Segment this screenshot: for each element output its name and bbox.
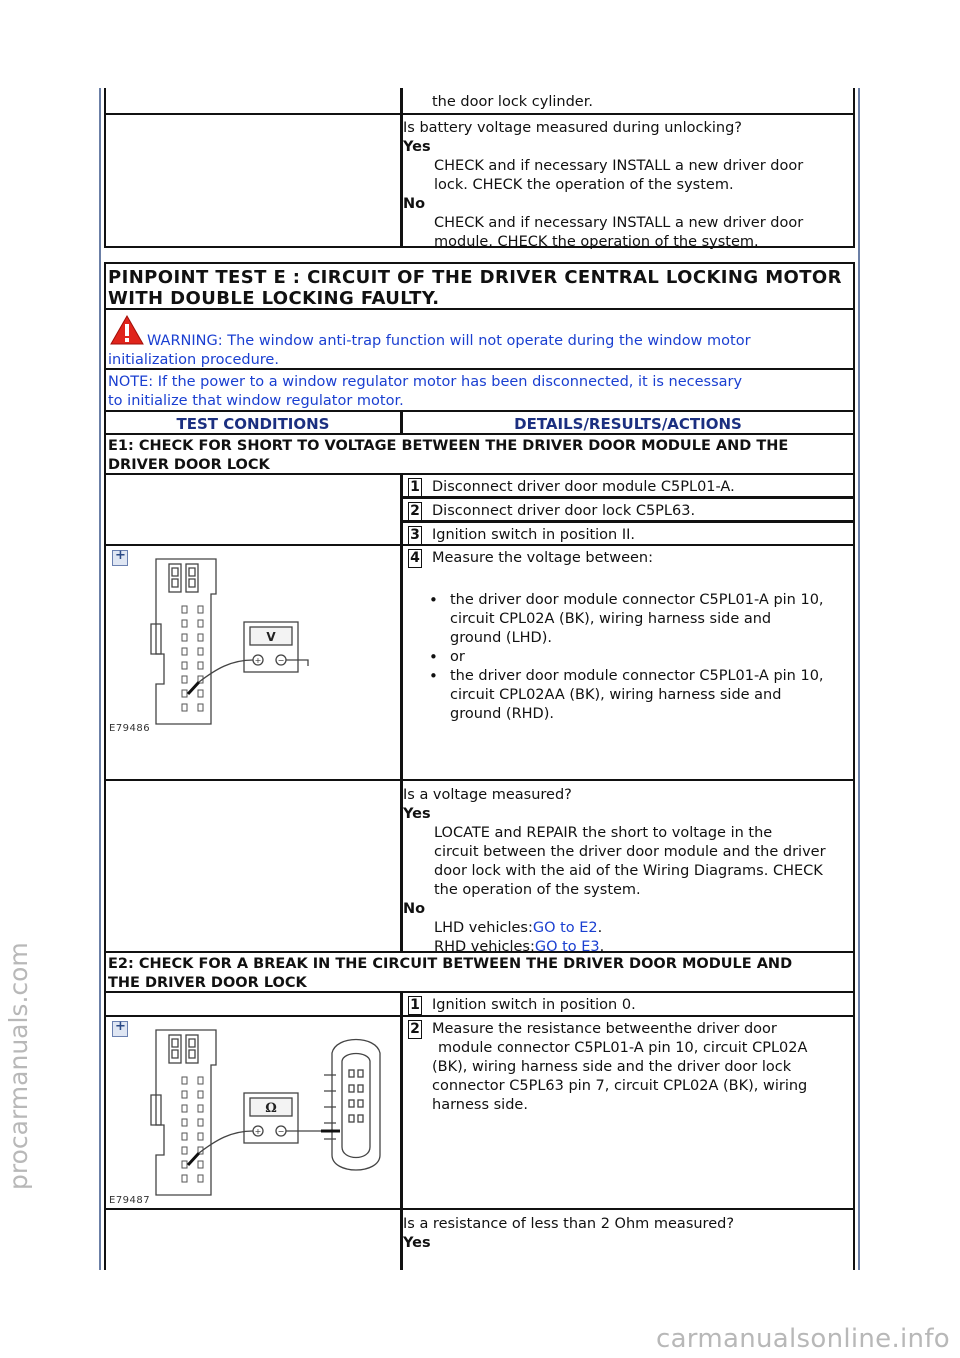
col-header-details-text: DETAILS/RESULTS/ACTIONS: [514, 415, 742, 433]
e2-question-right: [401, 1208, 855, 1270]
warning-text-2: initialization procedure.: [108, 352, 279, 368]
note-text-2: to initialize that window regulator motor.: [108, 393, 404, 409]
watermark-side: procarmanuals.com: [4, 942, 33, 1190]
e1-bullet-1-line-1: • the driver door module connector C5PL01-A pin 10,: [450, 592, 824, 608]
e1-figure-label: E79486: [109, 723, 151, 734]
e1-yes-line-1: LOCATE and REPAIR the short to voltage in the: [434, 825, 773, 841]
e1-rhd-text: RHD vehicles:: [434, 939, 535, 955]
watermark-footer: carmanualsonline.info: [655, 1324, 950, 1354]
e1-step-4-number: 4: [408, 549, 422, 568]
e2-step-2-number: 2: [408, 1020, 422, 1039]
e1-step-4-text: Measure the voltage between:: [432, 550, 654, 566]
e1-step-3-text: Ignition switch in position II.: [432, 527, 636, 543]
e1-go-to-e3-link[interactable]: GO to E3: [534, 939, 600, 955]
e1-question: Is a voltage measured?: [403, 787, 572, 803]
e2-title-1: E2: CHECK FOR A BREAK IN THE CIRCUIT BETWEEN THE DRIVER DOOR MODULE AND: [108, 956, 793, 972]
col-header-conditions-text: TEST CONDITIONS: [176, 415, 330, 433]
svg-text:+: +: [254, 1127, 262, 1136]
e1-step-4-cell: [401, 544, 855, 781]
unlock-left-cell: [104, 113, 402, 248]
page-border-left: [99, 88, 101, 1270]
e1-bullet-1-line-2: circuit CPL02A (BK), wiring harness side and: [450, 611, 772, 627]
e1-no-label: No: [403, 901, 426, 917]
col-header-conditions: [104, 410, 402, 435]
e1-lhd-text: LHD vehicles:: [434, 920, 533, 936]
unlock-yes-text-2: lock. CHECK the operation of the system.: [434, 177, 734, 193]
top-row-right-cell: [401, 88, 855, 115]
e1-bullet-2-line-1: • or: [450, 649, 465, 665]
svg-text:+: +: [254, 656, 262, 665]
e2-step-1-cell: [401, 991, 855, 1017]
e2-figure-label: E79487: [109, 1195, 151, 1206]
zoom-plus-icon[interactable]: [112, 550, 128, 566]
e1-bullet-3: [403, 667, 857, 724]
e2-step-2-line-2: (BK), wiring harness side and the driver door lock: [432, 1059, 792, 1075]
e1-step-2-number: 2: [408, 502, 422, 521]
e1-meter-label: V: [266, 630, 276, 644]
top-row-left-cell: [104, 88, 402, 115]
e2-resistance-diagram: [136, 1025, 416, 1205]
e1-steps-left: [104, 473, 402, 546]
e2-step-2-cell: [401, 1015, 855, 1210]
test-title-line-1: PINPOINT TEST E : CIRCUIT OF THE DRIVER CENTRAL LOCKING MOTOR: [108, 267, 842, 288]
e1-yes-line-4: the operation of the system.: [434, 882, 641, 898]
e1-lhd-line: [403, 919, 855, 938]
e2-title-2: THE DRIVER DOOR LOCK: [108, 975, 307, 991]
e1-bullet-3-line-2: circuit CPL02AA (BK), wiring harness side and: [450, 687, 782, 703]
e1-step-3-number: 3: [408, 526, 422, 545]
e1-bullet-2: [403, 648, 857, 667]
test-title-box: [104, 262, 855, 310]
e1-bullet-1-line-3: ground (LHD).: [450, 630, 552, 646]
svg-text:−: −: [277, 656, 285, 665]
unlock-no-label: No: [403, 196, 426, 212]
e1-step-2-cell: [401, 497, 855, 522]
e2-step-2-line-1: module connector C5PL01-A pin 10, circuit CPL02A: [438, 1040, 808, 1056]
unlock-right-cell: [401, 113, 855, 248]
e1-yes-line-3: door lock with the aid of the Wiring Diagrams. CHECK: [434, 863, 823, 879]
e1-yes-line-2: circuit between the driver door module and the driver: [434, 844, 826, 860]
e1-question-left: [104, 779, 402, 953]
svg-text:−: −: [277, 1127, 285, 1136]
e1-go-to-e2-link[interactable]: GO to E2: [532, 920, 598, 936]
warning-text-1: WARNING: The window anti-trap function will not operate during the window motor: [147, 333, 751, 349]
unlock-yes-label: Yes: [403, 139, 431, 155]
note-box: [104, 368, 855, 412]
e1-yes-label: Yes: [403, 806, 431, 822]
col-header-details: [401, 410, 855, 435]
warning-box: [104, 308, 855, 370]
e1-title-1: E1: CHECK FOR SHORT TO VOLTAGE BETWEEN THE DRIVER DOOR MODULE AND THE: [108, 438, 789, 454]
e2-step-1-text: Ignition switch in position 0.: [432, 997, 636, 1013]
e1-step-1-text: Disconnect driver door module C5PL01-A.: [432, 479, 735, 495]
e1-rhd-period: .: [599, 939, 605, 955]
e1-bullet-1: [403, 591, 857, 648]
top-row-text: the door lock cylinder.: [432, 94, 593, 110]
e2-question-left: [104, 1208, 402, 1270]
unlock-question: Is battery voltage measured during unlocking?: [403, 120, 742, 136]
e1-figure-cell: [104, 544, 402, 781]
e2-step-2-line-3: connector C5PL63 pin 7, circuit CPL02A (BK), wiring: [432, 1078, 808, 1094]
e2-step-1-number: 1: [408, 996, 422, 1015]
e1-bullet-3-line-1: • the driver door module connector C5PL01-A pin 10,: [450, 668, 824, 684]
zoom-plus-icon-2[interactable]: [112, 1021, 128, 1037]
test-title-line-2: WITH DOUBLE LOCKING FAULTY.: [108, 288, 440, 309]
note-text-1: NOTE: If the power to a window regulator motor has been disconnected, it is necessary: [108, 374, 743, 390]
unlock-no-text-2: module. CHECK the operation of the system.: [434, 234, 759, 250]
e1-bullet-3-line-3: ground (RHD).: [450, 706, 554, 722]
e1-title-2: DRIVER DOOR LOCK: [108, 457, 270, 473]
e2-step-2-line-4: harness side.: [432, 1097, 528, 1113]
e1-step-1-cell: [401, 473, 855, 498]
e2-yes-label: Yes: [403, 1235, 431, 1251]
e1-step-3-cell: [401, 521, 855, 546]
e2-meter-label: Ω: [265, 1101, 277, 1116]
e1-lhd-period: .: [597, 920, 603, 936]
e1-title-box: [104, 433, 855, 475]
e2-figure-cell: [104, 1015, 402, 1210]
e1-step-2-text: Disconnect driver door lock C5PL63.: [432, 503, 696, 519]
unlock-yes-text-1: CHECK and if necessary INSTALL a new driver door: [434, 158, 804, 174]
page-border-right: [858, 88, 860, 1270]
e2-step-2-text: Measure the resistance betweenthe driver door: [432, 1021, 777, 1037]
e1-question-right: [401, 779, 855, 953]
e1-step-1-number: 1: [408, 478, 422, 497]
e2-question: Is a resistance of less than 2 Ohm measured?: [403, 1216, 735, 1232]
e1-voltage-diagram: [136, 554, 396, 754]
e2-step-1-left: [104, 991, 402, 1017]
e2-title-box: [104, 951, 855, 993]
unlock-no-text-1: CHECK and if necessary INSTALL a new driver door: [434, 215, 804, 231]
